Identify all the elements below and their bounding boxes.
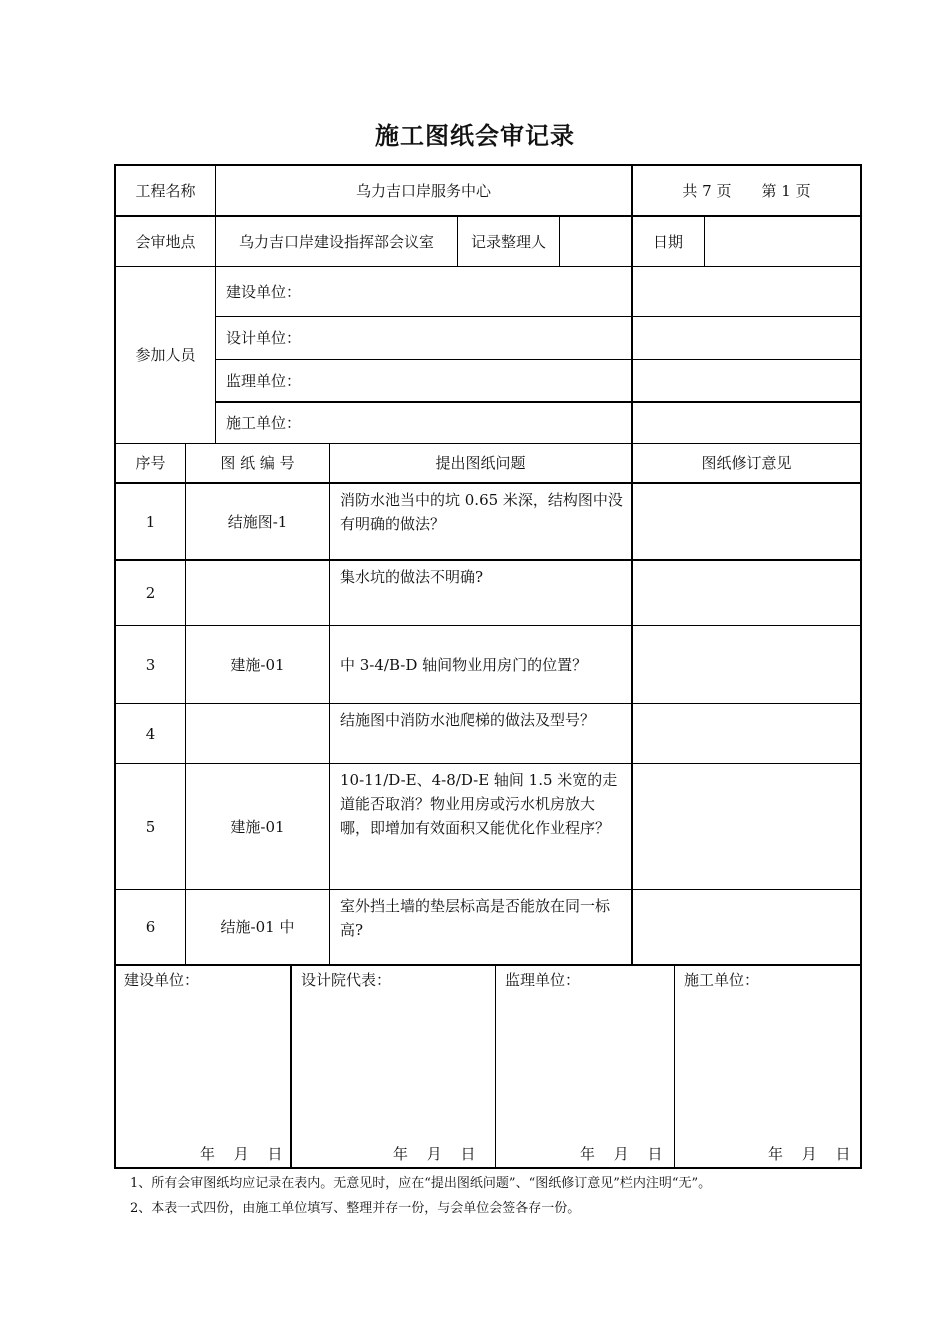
row-drawing <box>186 704 329 763</box>
page-title: 施工图纸会审记录 <box>375 121 575 150</box>
signature-supervisor-date: 年 月 日 <box>580 1145 663 1163</box>
row-opinion[interactable] <box>633 704 860 763</box>
column-header-opinion: 图纸修订意见 <box>701 454 792 472</box>
column-header-drawing: 图 纸 编 号 <box>220 454 295 472</box>
participant-designer: 设计单位： <box>226 329 302 347</box>
signature-contractor-label: 施工单位： <box>684 971 760 989</box>
participant-contractor: 施工单位： <box>226 414 302 432</box>
signature-owner-date: 年 月 日 <box>200 1145 283 1163</box>
signature-supervisor-label: 监理单位： <box>505 971 581 989</box>
row-number: 1 <box>145 512 156 531</box>
row-number: 3 <box>145 655 156 674</box>
row-issue: 10-11/D-E、4-8/D-E 轴间 1.5 米宽的走道能否取消？物业用房或污水机房放大哪，即增加有效面积又能优化作业程序？ <box>340 771 618 837</box>
project-name-label: 工程名称 <box>135 181 196 200</box>
row-opinion[interactable] <box>633 890 860 964</box>
review-location-value: 乌力吉口岸建设指挥部会议室 <box>238 232 434 251</box>
row-number: 4 <box>145 724 156 743</box>
row-issue: 结施图中消防水池爬梯的做法及型号？ <box>340 711 596 729</box>
row-drawing: 建施-01 <box>230 817 285 836</box>
row-opinion[interactable] <box>633 764 860 889</box>
participant-owner: 建设单位： <box>226 282 302 301</box>
note-1: 1、所有会审图纸均应记录在表内。无意见时，应在“提出图纸问题”、“图纸修订意见”栏内注明“无”。 <box>130 1176 712 1191</box>
column-header-issue: 提出图纸问题 <box>435 454 526 472</box>
date-field[interactable] <box>705 217 860 266</box>
row-drawing: 结施-01 中 <box>220 918 295 936</box>
signature-designer-date: 年 月 日 <box>393 1145 476 1163</box>
review-location-label: 会审地点 <box>135 232 196 251</box>
recorder-field[interactable] <box>560 217 631 266</box>
project-name-value: 乌力吉口岸服务中心 <box>355 181 491 200</box>
row-drawing: 结施图-1 <box>227 512 288 531</box>
row-issue: 中 3-4/B-D 轴间物业用房门的位置？ <box>340 655 588 674</box>
row-opinion[interactable] <box>633 626 860 703</box>
date-label: 日期 <box>653 232 684 251</box>
column-header-no: 序号 <box>135 454 166 472</box>
row-opinion[interactable] <box>633 561 860 625</box>
note-2: 2、本表一式四份，由施工单位填写、整理并存一份，与会单位会签各存一份。 <box>130 1201 581 1216</box>
row-issue: 消防水池当中的坑 0.65 米深，结构图中没有明确的做法？ <box>340 491 623 533</box>
row-number: 5 <box>145 817 156 836</box>
participant-supervisor: 监理单位： <box>226 371 302 390</box>
row-opinion[interactable] <box>633 484 860 559</box>
signature-designer-label: 设计院代表： <box>301 971 392 989</box>
signature-owner-label: 建设单位： <box>124 971 200 989</box>
row-drawing: 建施-01 <box>230 655 285 674</box>
participants-label: 参加人员 <box>135 346 196 364</box>
row-drawing <box>186 561 329 625</box>
signature-contractor-date: 年 月 日 <box>768 1145 851 1163</box>
row-number: 6 <box>145 918 156 936</box>
row-issue: 室外挡土墙的垫层标高是否能放在同一标高? <box>340 897 611 939</box>
row-number: 2 <box>145 584 156 602</box>
recorder-label: 记录整理人 <box>470 232 546 251</box>
page-count: 共 7 页 第 1 页 <box>682 181 811 200</box>
row-issue: 集水坑的做法不明确? <box>340 568 484 586</box>
